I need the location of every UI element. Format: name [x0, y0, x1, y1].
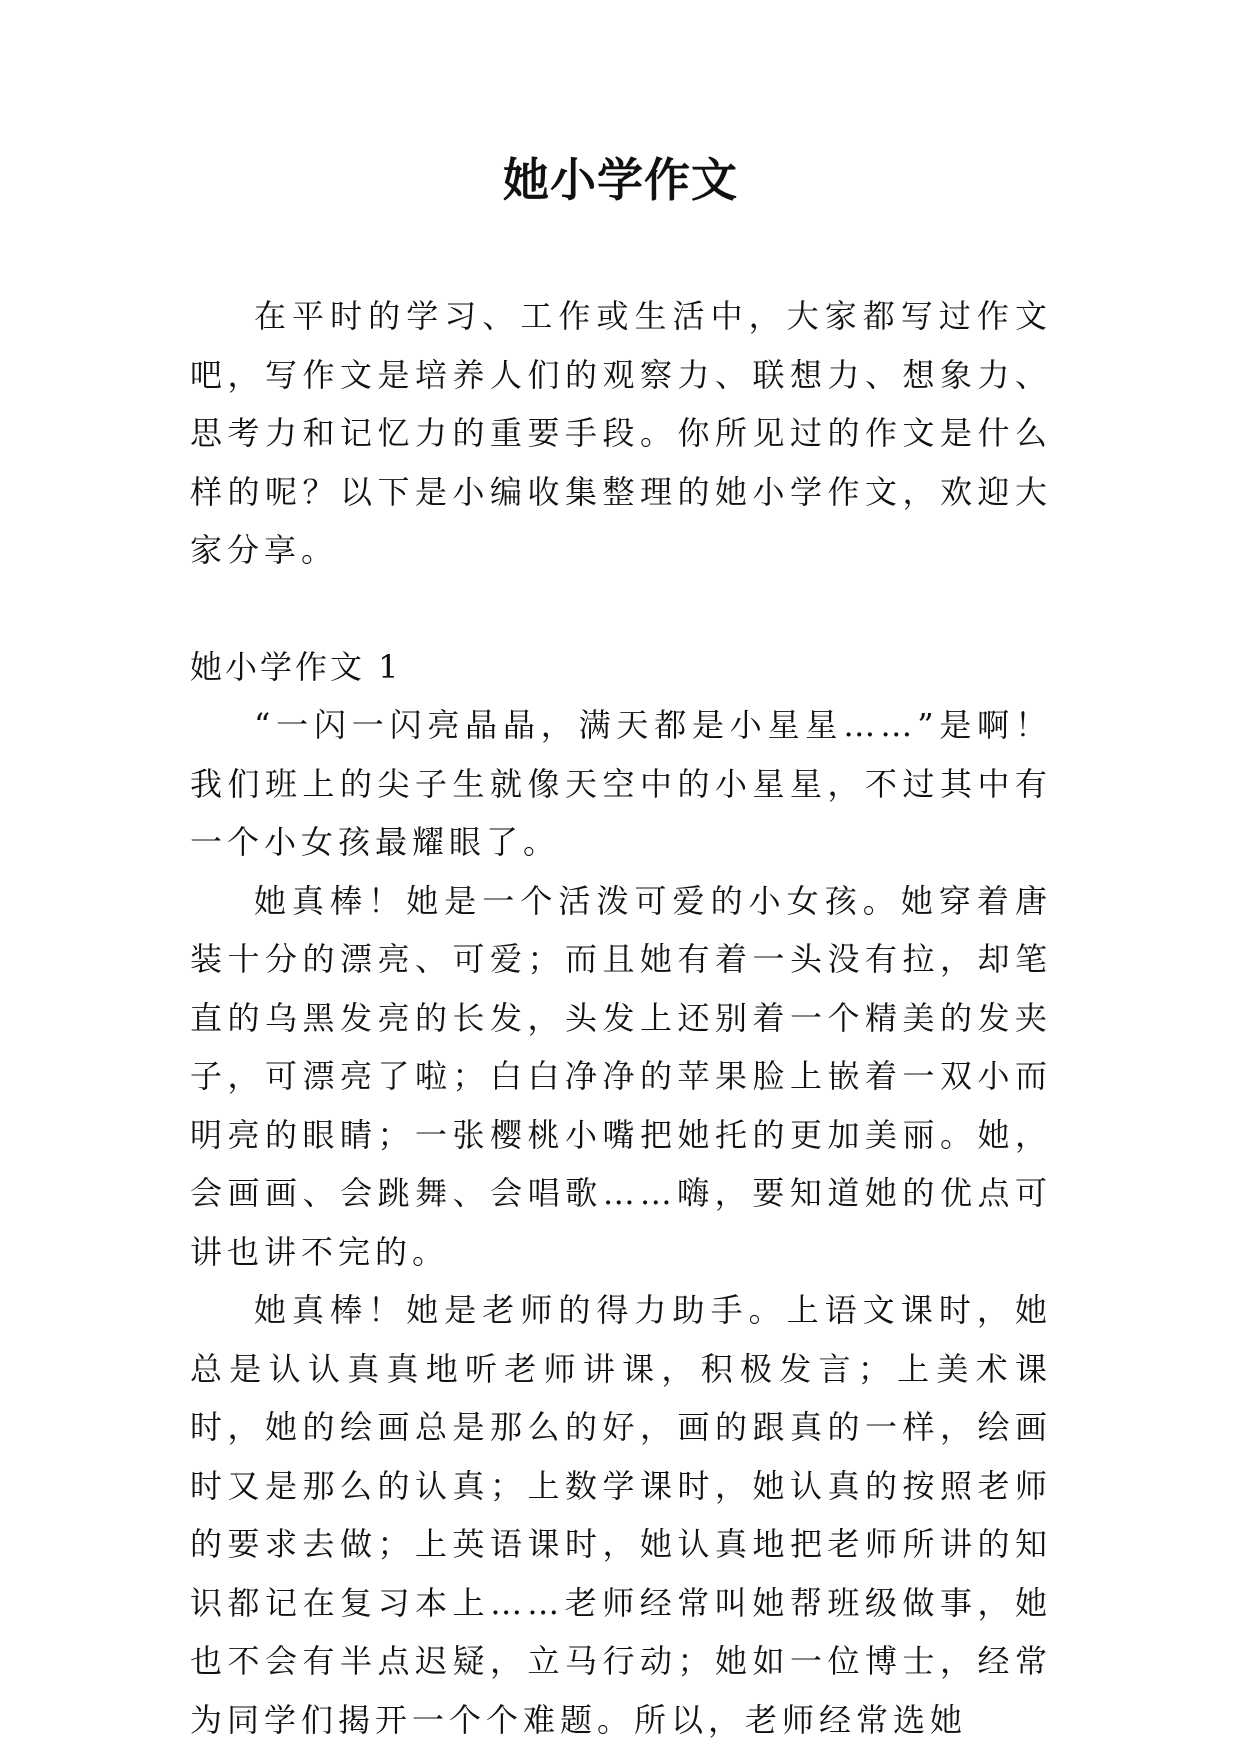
intro-paragraph: 在平时的学习、工作或生活中，大家都写过作文吧，写作文是培养人们的观察力、联想力、想象力、思考力和记忆力的重要手段。你所见过的作文是什么样的呢？以下是小编收集整理的她小学作文，欢迎大家分享。 [190, 297, 1052, 569]
page-title: 她小学作文 [503, 153, 738, 207]
document-body [190, 287, 1052, 1749]
body-paragraph: 她真棒！她是老师的得力助手。上语文课时，她总是认认真真地听老师讲课，积极发言；上美术课时，她的绘画总是那么的好，画的跟真的一样，绘画时又是那么的认真；上数学课时，她认真的按照老师的要求去做；上英语课时，她认真地把老师所讲的知识都记在复习本上……老师经常叫她帮班级做事，她也不会有半点迟疑，立马行动；她如一位博士，经常为同学们揭开一个个难题。所以，老师经常选她 [190, 1291, 1052, 1739]
body-paragraph: “一闪一闪亮晶晶，满天都是小星星……”是啊！我们班上的尖子生就像天空中的小星星，不过其中有一个小女孩最耀眼了。 [190, 706, 1052, 861]
section-heading: 她小学作文 1 [190, 647, 402, 686]
body-paragraph: 她真棒！她是一个活泼可爱的小女孩。她穿着唐装十分的漂亮、可爱；而且她有着一头没有拉，却笔直的乌黑发亮的长发，头发上还别着一个精美的发夹子，可漂亮了啦；白白净净的苹果脸上嵌着一双小而明亮的眼睛；一张樱桃小嘴把她托的更加美丽。她，会画画、会跳舞、会唱歌……嗨，要知道她的优点可讲也讲不完的。 [190, 881, 1052, 1271]
